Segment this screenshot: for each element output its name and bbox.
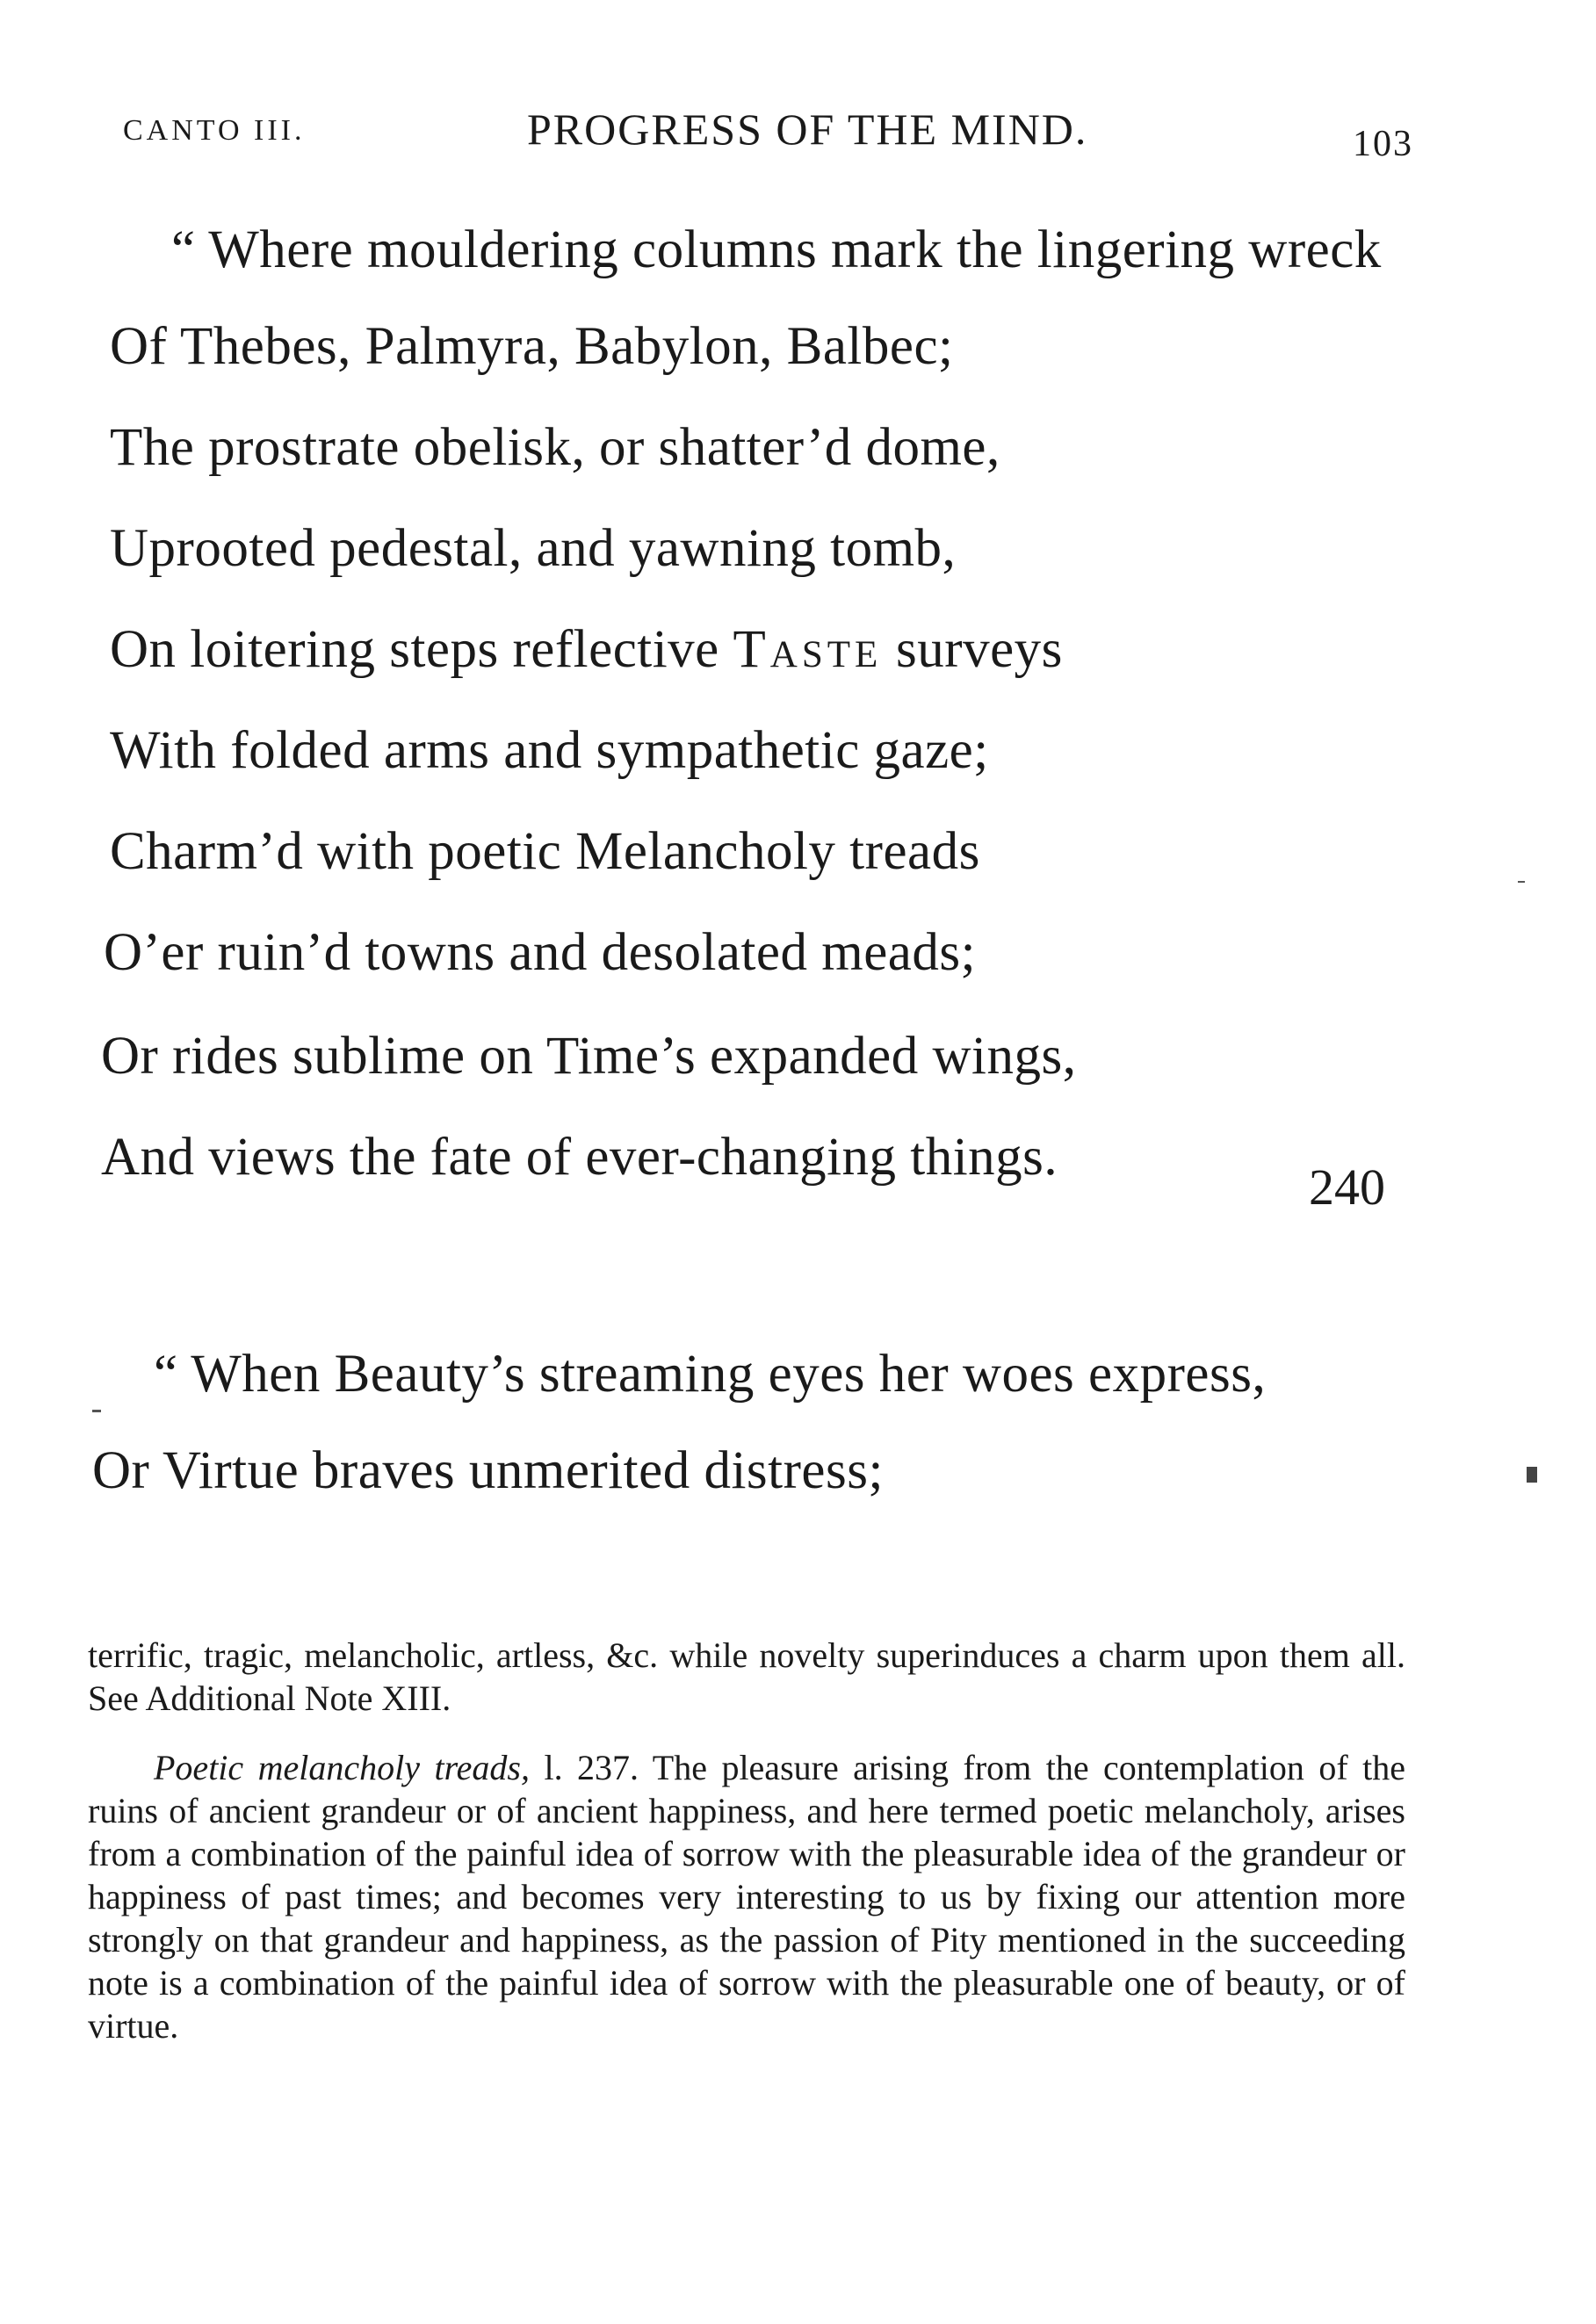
margin-blemish: [1518, 881, 1525, 883]
running-head-title: PROGRESS OF THE MIND.: [527, 105, 1088, 154]
footnote-body: The pleasure arising from the contemplation of the ruins of ancient grandeur or of ancient happiness, and here termed poetic melancholy, arises from a combination of the painful idea of sorrow with the pleasurable idea of the grandeur or happiness of past times; and becomes very interesting to us by fixing our attention more strongly on that grandeur and happiness, as the passion of Pity mentioned in the succeeding note is a combination of the painful idea of sorrow with the pleasurable one of beauty, or of virtue.: [88, 1748, 1405, 2046]
verse-line: The prostrate obelisk, or shatter’d dome,: [110, 418, 1000, 477]
verse-line: Charm’d with poetic Melancholy treads: [110, 822, 980, 881]
taste-small-caps: Taste: [733, 620, 883, 679]
page-number: 103: [1353, 124, 1413, 164]
verse-line: Of Thebes, Palmyra, Babylon, Balbec;: [110, 317, 954, 376]
verse-line: Or rides sublime on Time’s expanded wings,: [101, 1027, 1077, 1086]
footnote-continuation: terrific, tragic, melancholic, artless, &c. while novelty superinduces a charm upon them all. See Additional Note XIII.: [88, 1635, 1405, 1718]
running-head-canto: CANTO III.: [123, 114, 306, 147]
verse-line: “ When Beauty’s streaming eyes her woes express,: [154, 1345, 1267, 1404]
line-number: 240: [1309, 1158, 1385, 1216]
verse-text: surveys: [896, 620, 1063, 679]
verse-line: “ Where mouldering columns mark the lingering wreck: [171, 220, 1382, 279]
verse-line: O’er ruin’d towns and desolated meads;: [104, 923, 977, 982]
margin-blemish: [92, 1410, 101, 1412]
footnote-lemma: Poetic melancholy treads,: [154, 1748, 530, 1787]
verse-line: [110, 619, 1063, 681]
footnote-line-ref: l. 237.: [530, 1748, 639, 1787]
verse-text: On loitering steps reflective: [110, 620, 719, 679]
verse-line: And views the fate of ever-changing things.: [101, 1128, 1058, 1187]
verse-line: With folded arms and sympathetic gaze;: [110, 721, 989, 780]
margin-blemish: [1527, 1467, 1537, 1483]
verse-line: Or Virtue braves unmerited distress;: [92, 1441, 884, 1500]
footnote-poetic-melancholy: [88, 1746, 1405, 2047]
verse-line: Uprooted pedestal, and yawning tomb,: [110, 519, 957, 578]
